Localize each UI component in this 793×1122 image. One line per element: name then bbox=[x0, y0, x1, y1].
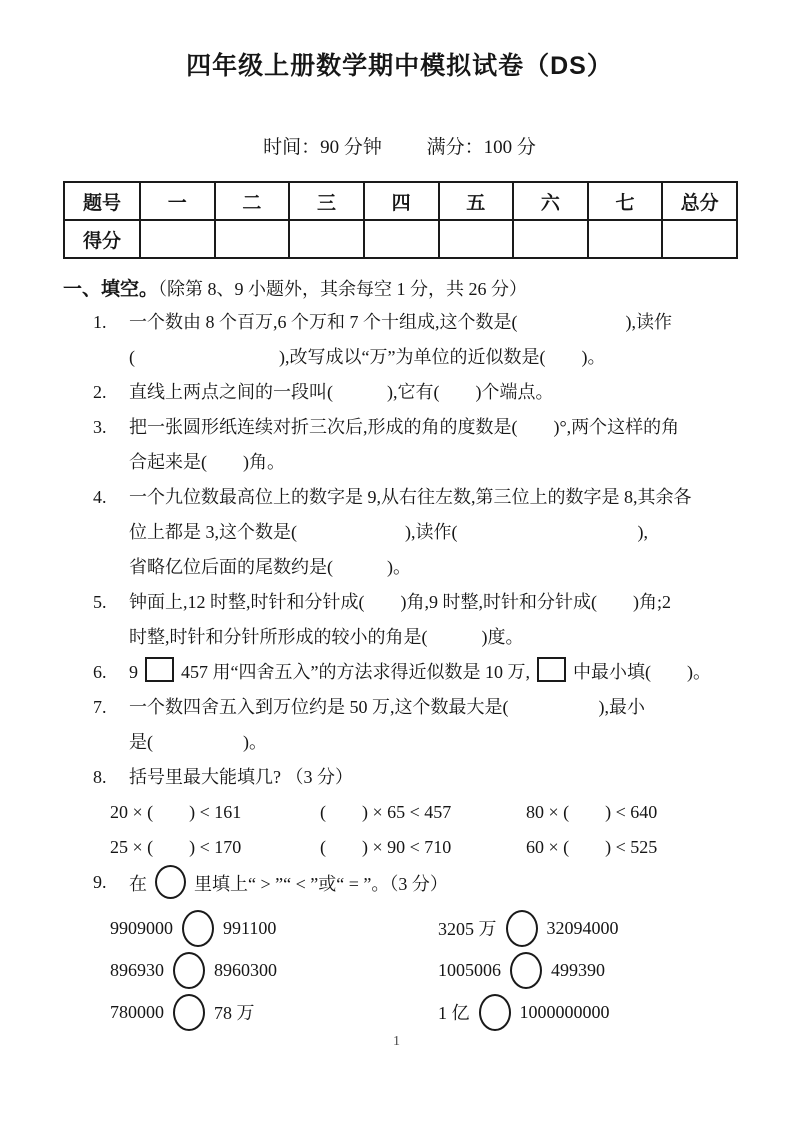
expression: 20 × ( ) < 161 bbox=[110, 802, 242, 822]
comparison-left: 780000 bbox=[110, 1001, 164, 1022]
expression: 25 × ( ) < 170 bbox=[110, 837, 242, 857]
comparison-circle bbox=[182, 910, 214, 947]
column-header: 七 bbox=[588, 182, 663, 220]
exam-meta bbox=[63, 132, 736, 159]
section-heading bbox=[63, 274, 736, 305]
page-title: 四年级上册数学期中模拟试卷（DS） bbox=[186, 52, 613, 80]
score-cell bbox=[662, 220, 737, 258]
column-header: 五 bbox=[439, 182, 514, 220]
question-number: 3. bbox=[93, 417, 107, 437]
comparison-circle bbox=[506, 910, 538, 947]
section-note: （除第 8、9 小题外，其余每空 1 分，共 26 分） bbox=[158, 279, 528, 299]
comparison-right: 1000000000 bbox=[519, 1001, 610, 1022]
expression: ( ) × 65 < 457 bbox=[320, 802, 452, 822]
question-text-segment: 9 bbox=[129, 662, 138, 682]
comparison-left: 1005006 bbox=[438, 959, 501, 980]
time-limit-label: 时间：90 分钟 bbox=[263, 137, 382, 158]
comparison-item bbox=[438, 907, 736, 949]
column-header: 四 bbox=[364, 182, 439, 220]
full-score-label: 满分：100 分 bbox=[426, 137, 536, 158]
question-2 bbox=[93, 375, 736, 410]
column-header: 总分 bbox=[662, 182, 737, 220]
score-cell bbox=[215, 220, 290, 258]
column-header: 二 bbox=[215, 182, 290, 220]
question-text-segment: 在 bbox=[129, 874, 147, 894]
comparison-item bbox=[110, 907, 438, 949]
question-text-line bbox=[129, 655, 736, 690]
comparison-left: 9909000 bbox=[110, 917, 173, 938]
comparison-right: 32094000 bbox=[546, 917, 619, 938]
question-number: 8. bbox=[93, 767, 107, 787]
question-text-segment: 里填上“ > ”“ < ”或“ = ”。（3 分） bbox=[194, 874, 448, 894]
question-text-line: 一个数由 8 个百万,6 个万和 7 个十组成,这个数是( ),读作 bbox=[129, 312, 672, 332]
question-8 bbox=[93, 760, 736, 795]
comparison-circle bbox=[173, 952, 205, 989]
expression: ( ) × 90 < 710 bbox=[320, 837, 452, 857]
question-1 bbox=[93, 305, 736, 375]
comparison-circle bbox=[173, 994, 205, 1031]
score-label: 得分 bbox=[64, 220, 140, 258]
question-text-line: 时整,时针和分针所形成的较小的角是( )度。 bbox=[129, 627, 524, 647]
question-text-segment: 457 用“四舍五入”的方法求得近似数是 10 万, bbox=[181, 662, 530, 682]
comparison-circle bbox=[510, 952, 542, 989]
comparison-right: 499390 bbox=[551, 959, 605, 980]
question-text-line bbox=[129, 865, 736, 902]
score-table bbox=[63, 181, 738, 259]
score-cell bbox=[513, 220, 588, 258]
question-number: 9. bbox=[93, 872, 107, 892]
question-text-line: 省略亿位后面的尾数约是( )。 bbox=[129, 557, 411, 577]
question-text-line: 括号里最大能填几? （3 分） bbox=[129, 767, 353, 787]
question-number: 5. bbox=[93, 592, 107, 612]
score-table-header-row bbox=[64, 182, 737, 220]
question-7 bbox=[93, 690, 736, 760]
comparison-right: 78 万 bbox=[214, 1003, 255, 1023]
question-number: 7. bbox=[93, 697, 107, 717]
question-text-line: 合起来是( )角。 bbox=[129, 452, 285, 472]
score-cell bbox=[364, 220, 439, 258]
page-number: 1 bbox=[393, 1034, 400, 1049]
comparison-right: 8960300 bbox=[214, 959, 277, 980]
comparison-right: 991100 bbox=[223, 917, 277, 938]
section-title: 一、填空。 bbox=[63, 279, 159, 300]
comparison-item bbox=[110, 949, 438, 991]
question-5 bbox=[93, 585, 736, 655]
question-text-line: 一个九位数最高位上的数字是 9,从右往左数,第三位上的数字是 8,其余各 bbox=[129, 487, 692, 507]
blank-box bbox=[145, 657, 174, 682]
question-text-line: 一个数四舍五入到万位约是 50 万,这个数最大是( ),最小 bbox=[129, 697, 645, 717]
question-8-expressions bbox=[110, 795, 736, 865]
score-cell bbox=[588, 220, 663, 258]
column-header: 六 bbox=[513, 182, 588, 220]
score-cell bbox=[289, 220, 364, 258]
question-text-line: 把一张圆形纸连续对折三次后,形成的角的度数是( )°,两个这样的角 bbox=[129, 417, 680, 437]
question-text-line: 位上都是 3,这个数是( ),读作( ), bbox=[129, 522, 648, 542]
blank-box bbox=[537, 657, 566, 682]
column-header: 一 bbox=[140, 182, 215, 220]
column-header: 三 bbox=[289, 182, 364, 220]
comparison-item bbox=[110, 991, 438, 1033]
comparison-item bbox=[438, 949, 736, 991]
comparison-item bbox=[438, 991, 736, 1033]
question-9 bbox=[93, 865, 736, 902]
question-number: 6. bbox=[93, 662, 107, 682]
comparison-left: 896930 bbox=[110, 959, 164, 980]
score-cell bbox=[439, 220, 514, 258]
question-6 bbox=[93, 655, 736, 690]
question-text-line: 是( )。 bbox=[129, 732, 267, 752]
question-text-line: ( ),改写成以“万”为单位的近似数是( )。 bbox=[129, 347, 606, 367]
comparison-left: 1 亿 bbox=[438, 1003, 470, 1023]
question-3 bbox=[93, 410, 736, 480]
question-number: 1. bbox=[93, 312, 107, 332]
score-cell bbox=[140, 220, 215, 258]
question-text-line: 直线上两点之间的一段叫( ),它有( )个端点。 bbox=[129, 382, 554, 402]
question-text-line: 钟面上,12 时整,时针和分针成( )角,9 时整,时针和分针成( )角;2 bbox=[129, 592, 671, 612]
question-number: 2. bbox=[93, 382, 107, 402]
question-4 bbox=[93, 480, 736, 585]
score-table-score-row bbox=[64, 220, 737, 258]
expression: 60 × ( ) < 525 bbox=[526, 837, 658, 857]
question-text-segment: 中最小填( )。 bbox=[572, 662, 711, 682]
expression: 80 × ( ) < 640 bbox=[526, 802, 658, 822]
question-number: 4. bbox=[93, 487, 107, 507]
question-number-label: 题号 bbox=[64, 182, 140, 220]
question-9-comparisons bbox=[110, 907, 736, 1033]
comparison-left: 3205 万 bbox=[438, 919, 497, 939]
comparison-circle bbox=[479, 994, 511, 1031]
answer-circle bbox=[155, 865, 186, 899]
